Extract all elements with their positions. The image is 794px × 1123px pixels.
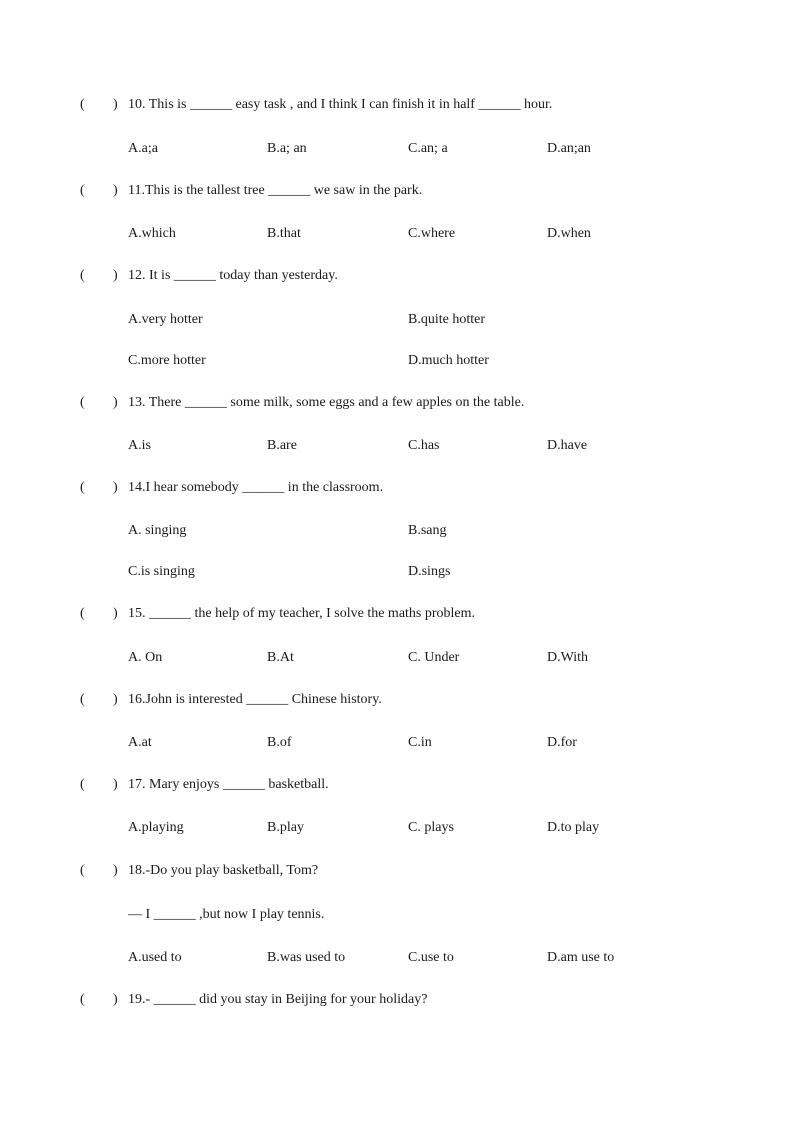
option-b: B.of xyxy=(267,735,292,750)
option-c: C.is singing xyxy=(128,564,195,579)
option-b: B.are xyxy=(267,438,297,453)
option-c: C.an; a xyxy=(408,141,448,156)
option-b: B.sang xyxy=(408,523,447,538)
question-stem: 10. This is ______ easy task , and I think I can finish it in half ______ hour. xyxy=(128,97,553,112)
question-stem: 15. ______ the help of my teacher, I solve the maths problem. xyxy=(128,606,476,621)
option-d: D.have xyxy=(547,438,588,453)
option-c: C.in xyxy=(408,735,432,750)
question-stem: 18.-Do you play basketball, Tom? xyxy=(128,863,319,878)
question-stem: 17. Mary enjoys ______ basketball. xyxy=(128,777,329,792)
option-b: B.quite hotter xyxy=(408,312,485,327)
option-d: D.am use to xyxy=(547,950,615,965)
option-b: B.that xyxy=(267,226,301,241)
option-c: C.more hotter xyxy=(128,353,206,368)
option-d: D.With xyxy=(547,650,589,665)
option-c: C.use to xyxy=(408,950,454,965)
option-a: A.used to xyxy=(128,950,182,965)
option-d: D.much hotter xyxy=(408,353,489,368)
option-a: A.very hotter xyxy=(128,312,203,327)
question-stem: 16.John is interested ______ Chinese history. xyxy=(128,692,382,707)
option-c: C. Under xyxy=(408,650,460,665)
question-stem: 19.- ______ did you stay in Beijing for your holiday? xyxy=(128,992,428,1007)
option-b: B.At xyxy=(267,650,294,665)
option-d: D.sings xyxy=(408,564,451,579)
option-a: A.at xyxy=(128,735,152,750)
question-stem: 12. It is ______ today than yesterday. xyxy=(128,268,338,283)
dialog-response: — I ______ ,but now I play tennis. xyxy=(128,907,325,922)
option-b: B.play xyxy=(267,820,304,835)
option-d: D.for xyxy=(547,735,577,750)
option-a: A.is xyxy=(128,438,151,453)
option-b: B.a; an xyxy=(267,141,307,156)
option-a: A. On xyxy=(128,650,163,665)
option-b: B.was used to xyxy=(267,950,346,965)
option-d: D.an;an xyxy=(547,141,591,156)
option-d: D.to play xyxy=(547,820,600,835)
option-c: C. plays xyxy=(408,820,454,835)
option-a: A.playing xyxy=(128,820,184,835)
question-stem: 14.I hear somebody ______ in the classroom. xyxy=(128,480,384,495)
option-c: C.where xyxy=(408,226,456,241)
option-a: A.which xyxy=(128,226,176,241)
option-a: A. singing xyxy=(128,523,187,538)
option-c: C.has xyxy=(408,438,440,453)
option-a: A.a;a xyxy=(128,141,158,156)
question-stem: 11.This is the tallest tree ______ we saw in the park. xyxy=(128,183,423,198)
option-d: D.when xyxy=(547,226,591,241)
worksheet-page: ( ) 10. This is ______ easy task , and I think I can finish it in half ______ hour. A.a;a B.a; an C.an; a D.an;an ( ) 11.This is the tallest tree ______ we saw in the park. A.which B.that C.where D.when ( ) 12. It is ______ today than yesterday. A.very hotter B.quite hotter C.more hotter D.much hotter ( ) 13. There ______ some milk, some eggs and a few apples on the table. A.is B.are C.has D.have ( ) 14.I hear somebody ______ in the classroom. A. singing B.sang C.is singing D.sings ( ) 15. ______ the help of my teacher, I solve the maths problem. A. On B.At C. Under D.With ( ) 16.John is interested ______ Chinese history. A.at B.of C.in D.for ( ) 17. Mary enjoys ______ basketball. A.playing B.play C. plays D.to play ( ) 18.-Do you play basketball, Tom? — I ______ ,but now I play tennis. A.used to B.was used to C.use to D.am use to ( ) 19.- ______ did you stay in Beijing for your holiday? xyxy=(80,97,615,1007)
question-stem: 13. There ______ some milk, some eggs and a few apples on the table. xyxy=(128,395,525,410)
